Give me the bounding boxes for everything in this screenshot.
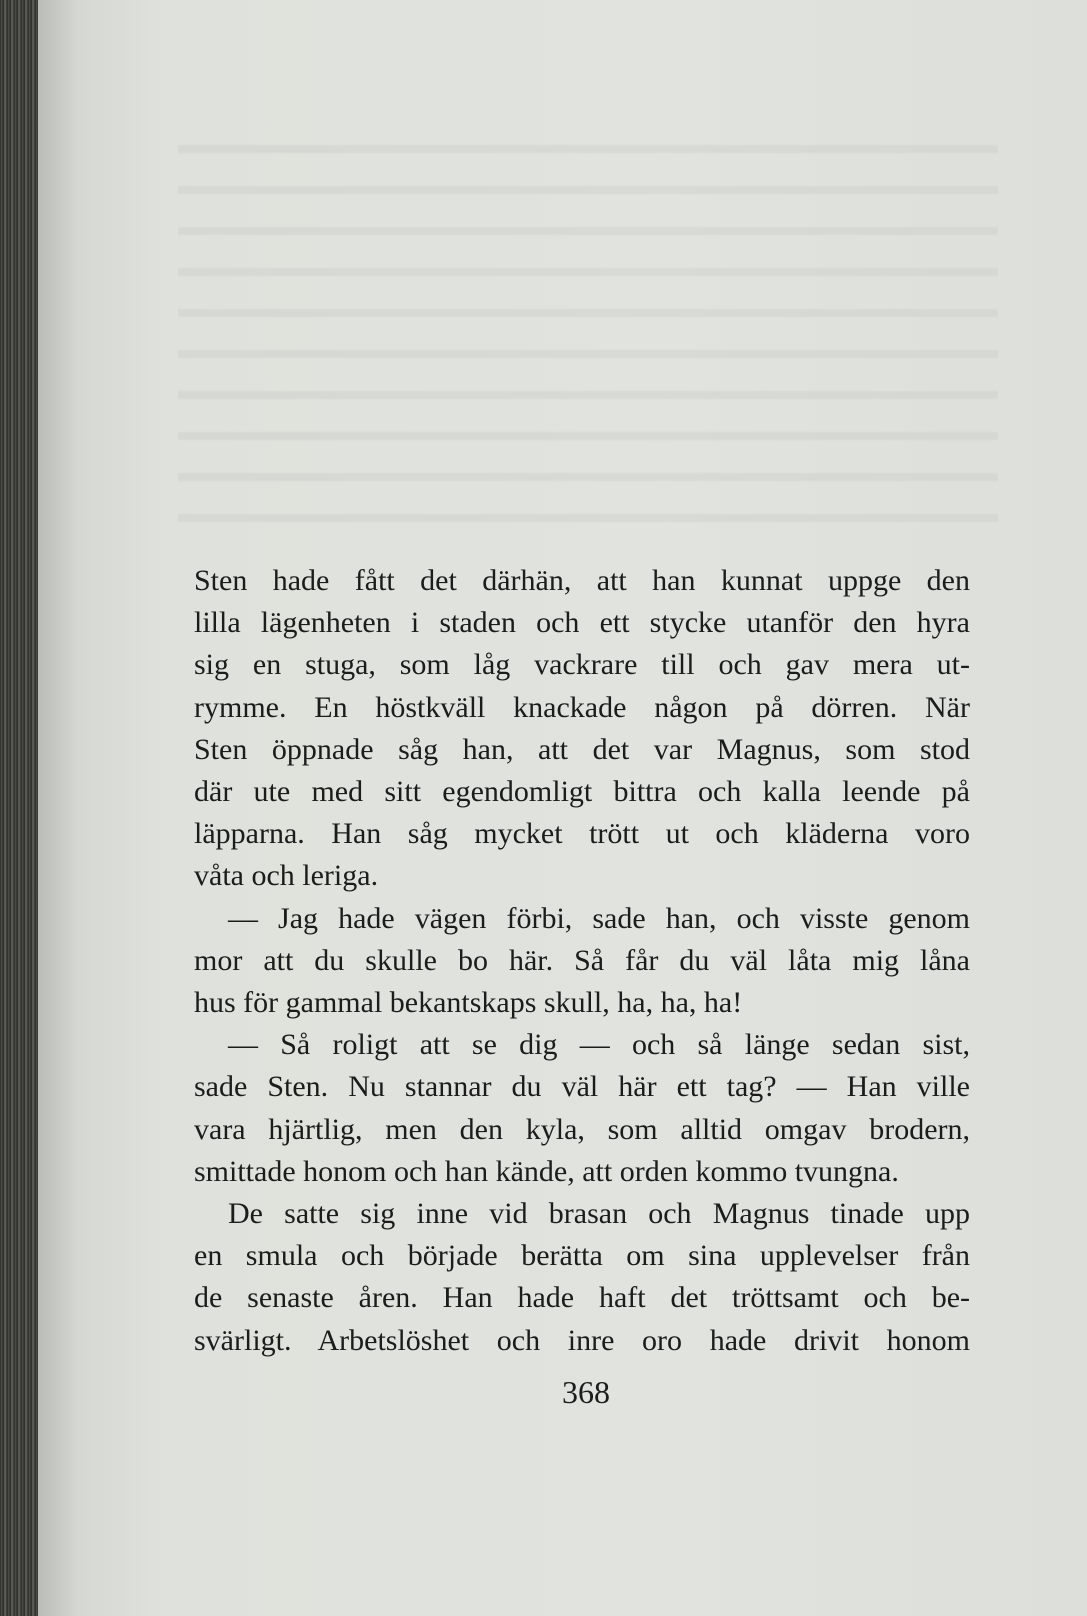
body-text [194,560,970,1362]
text-line: smittade honom och han kände, att orden kommo tvungna. [194,1154,899,1188]
paragraph-1 [194,560,970,898]
text-line: rymme. En höstkväll knackade någon på dörren. När [194,690,970,724]
text-line: Sten öppnade såg han, att det var Magnus, som stod [194,732,970,766]
text-line: — Jag hade vägen förbi, sade han, och visste genom [228,901,970,935]
text-line: lilla lägenheten i staden och ett stycke utanför den hyra [194,606,970,640]
text-line: sade Sten. Nu stannar du väl här ett tag? — Han ville [194,1070,970,1104]
paragraph-2 [194,898,970,1025]
text-line: där ute med sitt egendomligt bittra och kalla leende på [194,775,970,809]
page-number: 368 [562,1374,610,1410]
paragraph-4 [194,1193,970,1362]
text-line: Sten hade fått det därhän, att han kunnat uppge den [194,564,970,597]
text-line: de senaste åren. Han hade haft det tröttsamt och be- [194,1281,970,1315]
text-line: sig en stuga, som låg vackrare till och gav mera ut- [194,648,970,682]
text-line: svärligt. Arbetslöshet och inre oro hade drivit honom [194,1323,970,1357]
text-line: vara hjärtlig, men den kyla, som alltid omgav brodern, [194,1112,970,1146]
text-line: — Så roligt att se dig — och så länge sedan sist, [228,1028,970,1062]
text-line: våta och leriga. [194,859,379,893]
text-line: hus för gammal bekantskaps skull, ha, ha, ha! [194,986,743,1020]
text-line: mor att du skulle bo här. Så får du väl låta mig låna [194,943,970,977]
paragraph-3 [194,1024,970,1193]
text-line: De satte sig inne vid brasan och Magnus tinade upp [228,1197,970,1231]
show-through-text [178,120,998,550]
text-line: en smula och började berätta om sina upplevelser från [194,1239,970,1273]
text-line: läpparna. Han såg mycket trött ut och kläderna voro [194,817,970,851]
